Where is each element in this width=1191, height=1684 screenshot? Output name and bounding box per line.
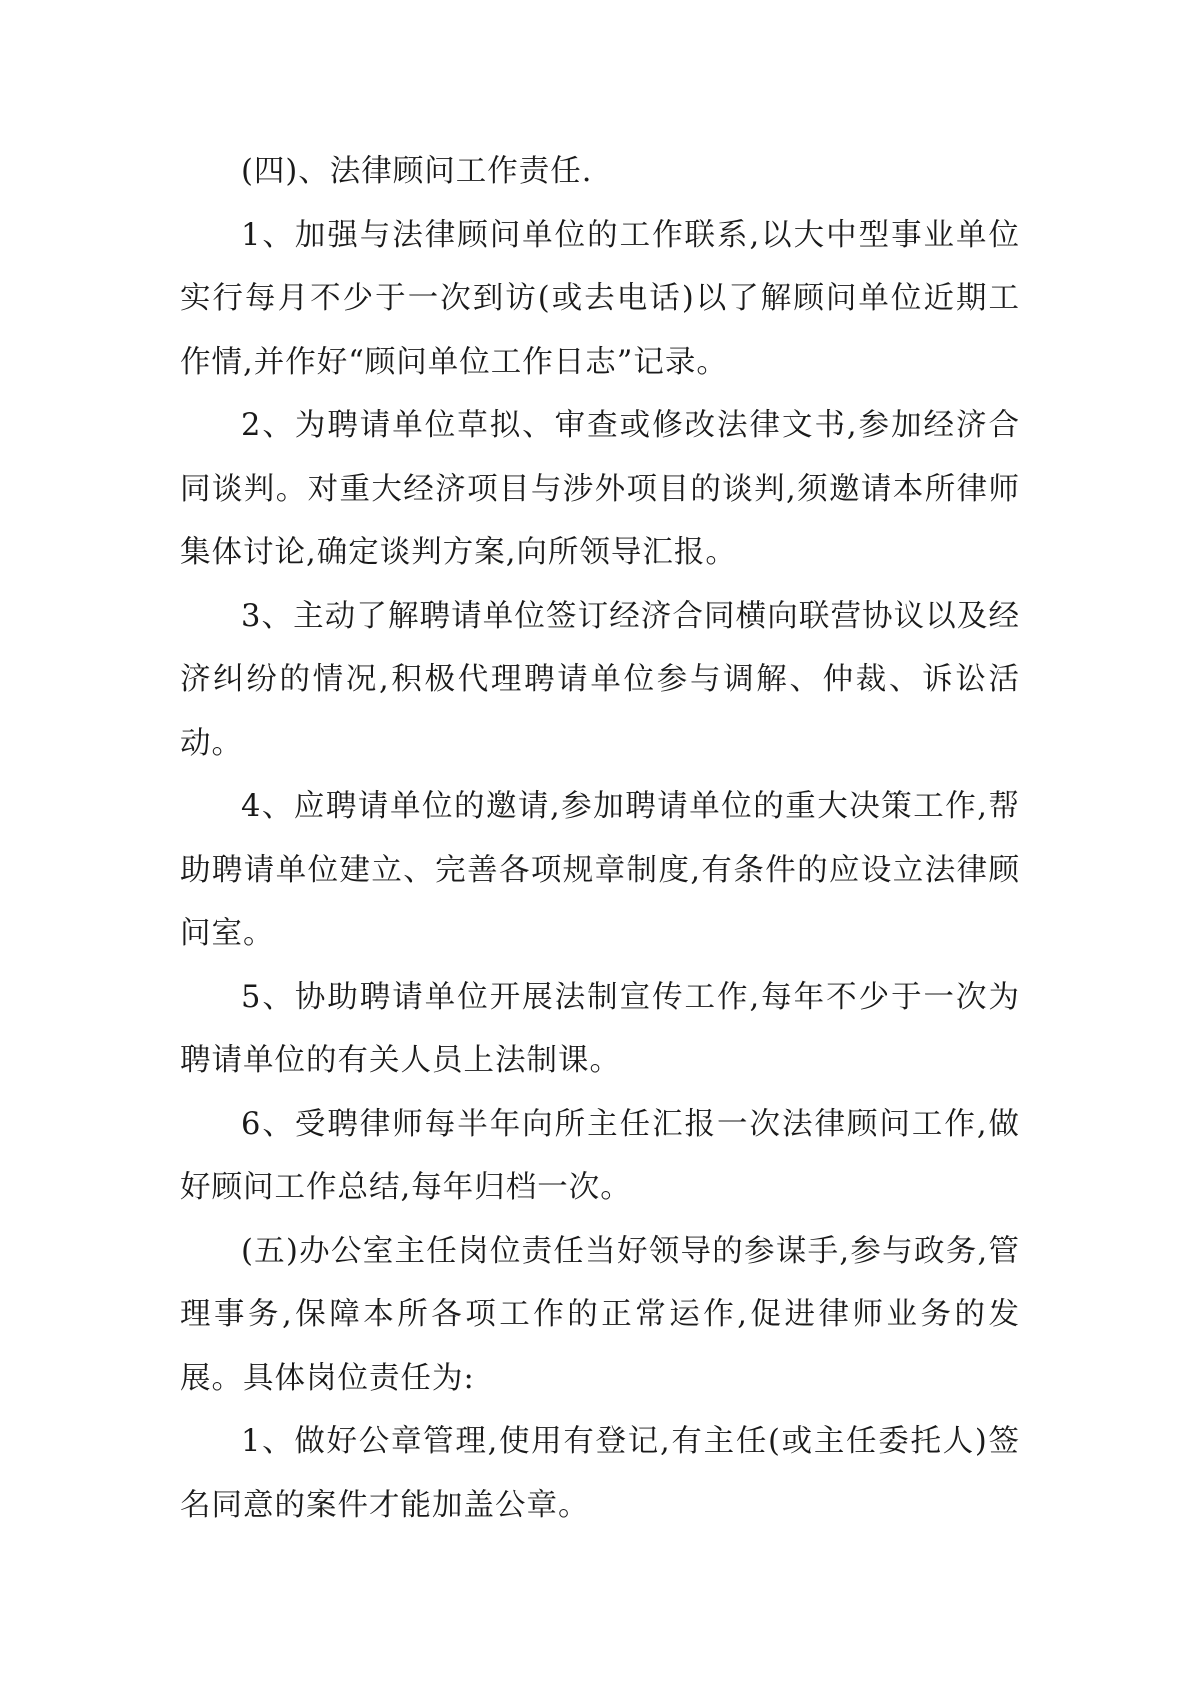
paragraph-office-item-1: 1、做好公章管理,使用有登记,有主任(或主任委托人)签名同意的案件才能加盖公章。	[180, 1424, 1020, 1523]
paragraph-item-1: 1、加强与法律顾问单位的工作联系,以大中型事业单位实行每月不少于一次到访(或去电话)以了解顾问单位近期工作情,并作好“顾问单位工作日志”记录。	[180, 217, 1020, 380]
paragraph-item-6: 6、受聘律师每半年向所主任汇报一次法律顾问工作,做好顾问工作总结,每年归档一次。	[180, 1106, 1020, 1205]
document-body	[180, 140, 1020, 1537]
section-office-director: (五)办公室主任岗位责任当好领导的参谋手,参与政务,管理事务,保障本所各项工作的正常运作,促进律师业务的发展。具体岗位责任为:	[180, 1233, 1020, 1396]
paragraph-item-5: 5、协助聘请单位开展法制宣传工作,每年不少于一次为聘请单位的有关人员上法制课。	[180, 979, 1020, 1078]
paragraph-item-2: 2、为聘请单位草拟、审查或修改法律文书,参加经济合同谈判。对重大经济项目与涉外项目的谈判,须邀请本所律师集体讨论,确定谈判方案,向所领导汇报。	[180, 408, 1020, 570]
paragraph-item-4: 4、应聘请单位的邀请,参加聘请单位的重大决策工作,帮助聘请单位建立、完善各项规章制度,有条件的应设立法律顾问室。	[180, 789, 1020, 951]
section-heading-legal-advisor: (四)、法律顾问工作责任.	[241, 154, 593, 189]
paragraph-item-3: 3、主动了解聘请单位签订经济合同横向联营协议以及经济纠纷的情况,积极代理聘请单位参与调解、仲裁、诉讼活动。	[180, 598, 1020, 761]
